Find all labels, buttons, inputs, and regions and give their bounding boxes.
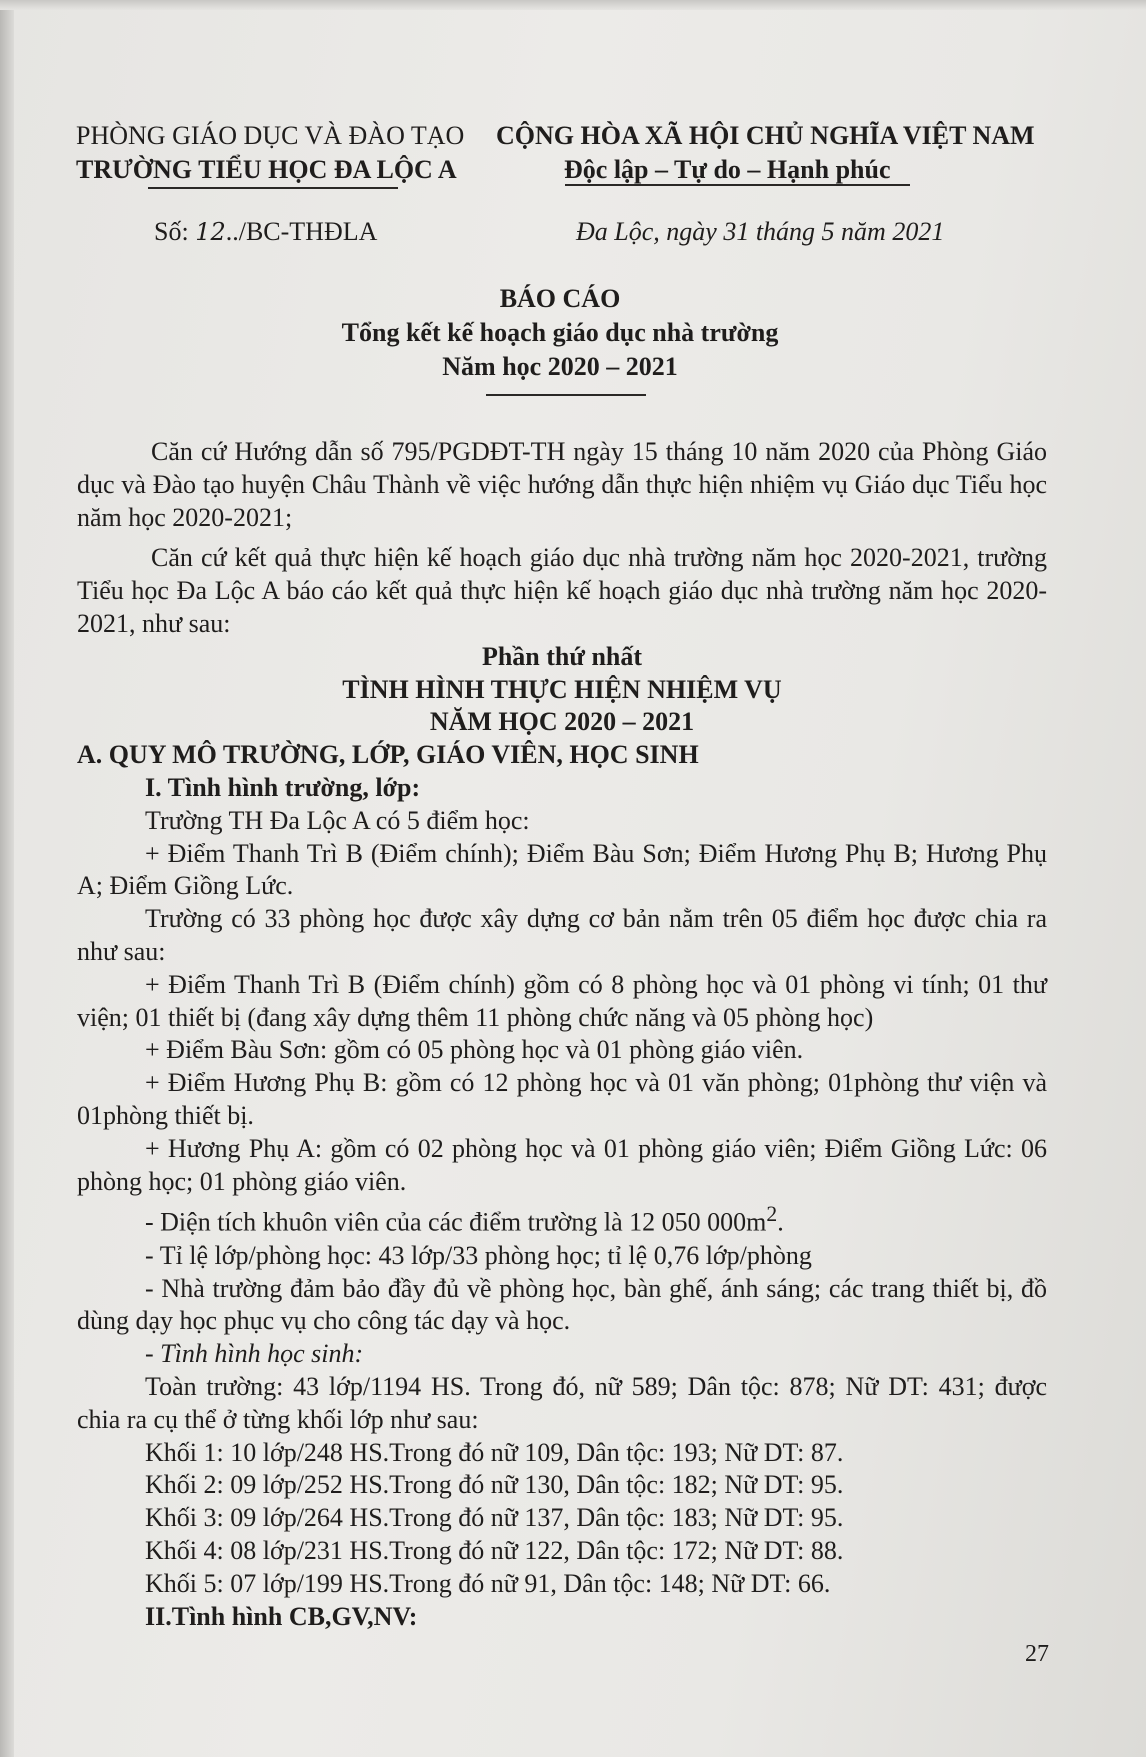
body-line: + Điểm Thanh Trì B (Điểm chính); Điểm Bàu Sơn; Điểm Hương Phụ B; Hương Phụ A; Điểm Giồng Lức.	[77, 838, 1047, 901]
body-line: + Hương Phụ A: gồm có 02 phòng học và 01 phòng giáo viên; Điểm Giồng Lức: 06 phòng học; 01 phòng giáo viên.	[77, 1133, 1047, 1196]
body-line: + Điểm Hương Phụ B: gồm có 12 phòng học và 01 văn phòng; 01phòng thư viện và 01phòng thiết bị.	[77, 1068, 1047, 1130]
report-school-year: Năm học 2020 – 2021	[442, 352, 678, 381]
school-name: TRƯỜNG TIỂU HỌC ĐA LỘC A	[76, 155, 457, 184]
area-end: .	[777, 1207, 784, 1237]
area-line	[77, 1198, 1047, 1239]
handwritten-number: 12	[195, 218, 226, 246]
body-line: - Nhà trường đảm bảo đầy đủ về phòng học, bàn ghế, ánh sáng; các trang thiết bị, đồ dùng dạy học phục vụ cho công tác dạy và học.	[77, 1273, 1047, 1336]
body-line: + Điểm Thanh Trì B (Điểm chính) gồm có 8 phòng học và 01 phòng vi tính; 01 thư viện; 01 thiết bị (đang xây dựng thêm 11 phòng chức năng và 05 phòng học)	[77, 969, 1047, 1032]
grade-line: Khối 1: 10 lớp/248 HS.Trong đó nữ 109, Dân tộc: 193; Nữ DT: 87.	[145, 1437, 844, 1467]
body-line: Toàn trường: 43 lớp/1194 HS. Trong đó, nữ 589; Dân tộc: 878; Nữ DT: 431; được chia ra cụ thể ở từng khối lớp như sau:	[77, 1371, 1047, 1434]
grade-line: Khối 5: 07 lớp/199 HS.Trong đó nữ 91, Dân tộc: 148; Nữ DT: 66.	[145, 1568, 831, 1598]
document-date: Đa Lộc, ngày 31 tháng 5 năm 2021	[576, 217, 945, 246]
report-body	[77, 436, 1047, 1633]
part-title: TÌNH HÌNH THỰC HIỆN NHIỆM VỤ	[342, 674, 782, 704]
header-right	[496, 119, 1056, 187]
section-i-heading: I. Tình hình trường, lớp:	[145, 772, 421, 802]
body-line: + Điểm Bàu Sơn: gồm có 05 phòng học và 01 phòng giáo viên.	[145, 1035, 804, 1065]
motto-underline	[565, 184, 910, 186]
body-line: - Tỉ lệ lớp/phòng học: 43 lớp/33 phòng học; tỉ lệ 0,76 lớp/phòng	[145, 1240, 812, 1270]
grade-line: Khối 4: 08 lớp/231 HS.Trong đó nữ 122, Dân tộc: 172; Nữ DT: 88.	[145, 1535, 844, 1565]
area-text: - Diện tích khuôn viên của các điểm trường là 12 050 000m	[145, 1207, 767, 1237]
department-name: PHÒNG GIÁO DỤC VÀ ĐÀO TẠO	[76, 121, 465, 150]
body-line: Trường có 33 phòng học được xây dựng cơ bản nằm trên 05 điểm học được chia ra như sau:	[77, 904, 1047, 966]
grade-line: Khối 3: 09 lớp/264 HS.Trong đó nữ 137, Dân tộc: 183; Nữ DT: 95.	[145, 1503, 844, 1533]
paper-edge-top	[0, 0, 1146, 10]
page-number: 27	[1025, 1641, 1049, 1667]
national-title: CỘNG HÒA XÃ HỘI CHỦ NGHĨA VIỆT NAM	[496, 121, 1035, 150]
part-year: NĂM HỌC 2020 – 2021	[429, 707, 695, 737]
report-title: BÁO CÁO	[499, 284, 621, 313]
part-heading: Phần thứ nhất	[481, 641, 643, 671]
document-number	[154, 217, 377, 247]
paper-edge-left	[0, 0, 14, 1757]
body-line: Trường TH Đa Lộc A có 5 điểm học:	[145, 805, 530, 835]
national-motto: Độc lập – Tự do – Hạnh phúc	[564, 155, 891, 184]
section-ii-heading: II.Tình hình CB,GV,NV:	[145, 1601, 418, 1631]
intro-paragraph-1: Căn cứ Hướng dẫn số 795/PGDĐT-TH ngày 15 tháng 10 năm 2020 của Phòng Giáo dục và Đào tạo huyện Châu Thành về việc hướng dẫn thực hiện nhiệm vụ Giáo dục Tiểu học năm học 2020-2021;	[77, 437, 1047, 532]
number-prefix: Số:	[154, 217, 196, 246]
report-subtitle: Tổng kết kế hoạch giáo dục nhà trường	[341, 318, 779, 347]
student-subheading: - Tình hình học sinh:	[145, 1339, 364, 1369]
number-suffix: ../BC-THĐLA	[225, 217, 378, 246]
intro-paragraph-2: Căn cứ kết quả thực hiện kế hoạch giáo dục nhà trường năm học 2020-2021, trường Tiểu học Đa Lộc A báo cáo kết quả thực hiện kế hoạch giáo dục nhà trường năm học 2020-2021, như sau:	[77, 543, 1047, 638]
school-name-underline	[148, 187, 398, 189]
title-underline	[486, 394, 646, 396]
area-superscript: 2	[766, 1202, 778, 1227]
grade-line: Khối 2: 09 lớp/252 HS.Trong đó nữ 130, Dân tộc: 182; Nữ DT: 95.	[145, 1470, 844, 1500]
header-left	[76, 119, 476, 187]
section-a-heading: A. QUY MÔ TRƯỜNG, LỚP, GIÁO VIÊN, HỌC SINH	[77, 740, 699, 770]
